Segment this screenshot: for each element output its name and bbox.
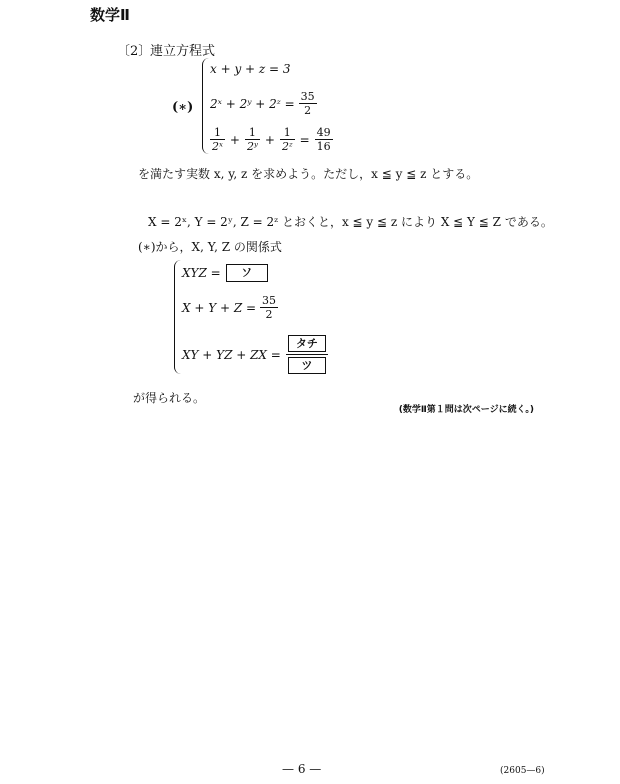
problem-statement: を満たす実数 x, y, z を求めよう。ただし，x ≦ y ≦ z とする。: [138, 167, 479, 181]
answer-box-so[interactable]: ソ: [226, 264, 268, 282]
relation-1-lhs: XYZ =: [182, 266, 221, 280]
equation-2: [210, 90, 317, 117]
equation-3-term-1: [210, 126, 225, 153]
relation-3-lhs: XY + YZ + ZX =: [182, 347, 281, 362]
relation-2-denominator: 2: [260, 307, 278, 321]
equation-2-lhs: 2ˣ + 2ʸ + 2ᶻ =: [210, 96, 295, 111]
equation-3-rhs-num: 49: [316, 126, 331, 139]
equation-3-term-3: [280, 126, 295, 153]
relation-3: [182, 333, 328, 376]
relation-intro: (∗)から，X, Y, Z の関係式: [138, 240, 282, 254]
subject-heading: 数学Ⅱ: [90, 6, 130, 24]
equation-3: [210, 126, 333, 153]
relation-2-lhs: X + Y + Z =: [182, 300, 257, 315]
equation-3-rhs: [315, 126, 333, 153]
equation-3-term-2: [245, 126, 260, 153]
equation-3-term-3-den: 2ᶻ: [281, 140, 293, 153]
relations-brace: [174, 260, 181, 374]
equals-sign: =: [299, 132, 310, 147]
equation-2-denominator: 2: [299, 103, 317, 117]
equation-1: x + y + z = 3: [210, 62, 291, 76]
problem-number: 〔2〕: [117, 44, 152, 59]
plus-sign: +: [264, 132, 275, 147]
substitution-line: X = 2ˣ, Y = 2ʸ, Z = 2ᶻ とおくと，x ≦ y ≦ z により X ≦ Y ≦ Z である。: [148, 215, 553, 229]
relation-2-numerator: 35: [262, 294, 277, 307]
relation-2-fraction: [260, 294, 278, 321]
equation-2-fraction: [299, 90, 317, 117]
answer-box-tsu[interactable]: ツ: [288, 357, 326, 374]
exam-code: (2605—6): [500, 766, 545, 776]
system-brace: [202, 58, 209, 154]
equation-3-rhs-den: 16: [316, 140, 331, 153]
relation-3-fraction: [286, 333, 328, 376]
problem-title: 連立方程式: [150, 44, 216, 59]
equation-3-term-2-den: 2ʸ: [246, 140, 258, 153]
continue-note: (数学Ⅱ第１問は次ページに続く。): [398, 405, 534, 415]
plus-sign: +: [229, 132, 240, 147]
conclusion-text: が得られる。: [133, 391, 206, 405]
answer-box-tachi[interactable]: タチ: [288, 335, 326, 352]
equation-3-term-1-num: 1: [213, 126, 221, 139]
equation-2-numerator: 35: [300, 90, 315, 103]
equation-3-term-2-num: 1: [248, 126, 256, 139]
system-label: (∗): [172, 100, 194, 115]
equation-3-term-3-num: 1: [283, 126, 291, 139]
equation-3-term-1-den: 2ˣ: [212, 140, 223, 153]
relation-1: [182, 264, 268, 282]
page-number: — 6 —: [282, 762, 322, 776]
relation-2: [182, 294, 278, 321]
